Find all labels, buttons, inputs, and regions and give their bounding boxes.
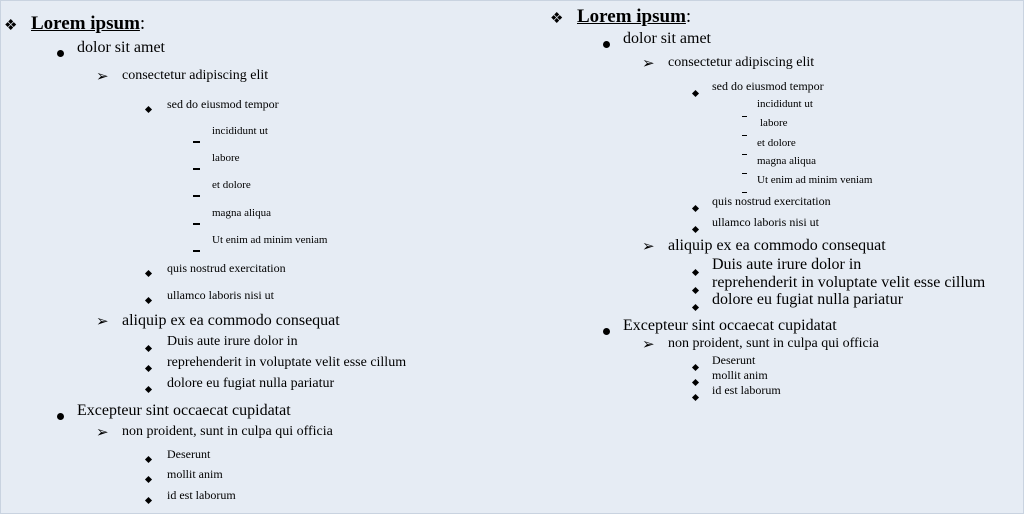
- diamond-bullet-icon: [146, 338, 151, 356]
- outline-item: magna aliqua: [212, 207, 271, 219]
- outline-item: id est laborum: [167, 488, 236, 502]
- outline-item: et dolore: [757, 137, 796, 149]
- heading-title: Lorem ipsum: [577, 6, 686, 27]
- diamond-bullet-icon: [146, 449, 151, 467]
- diamond-bullet-icon: [146, 469, 151, 487]
- dash-bullet-icon: [193, 184, 200, 202]
- dot-bullet-icon: [603, 35, 610, 53]
- heading-row: [31, 14, 145, 33]
- outline-item: magna aliqua: [757, 155, 816, 167]
- outline-item: Duis aute irure dolor in: [712, 256, 862, 273]
- outline-item: non proident, sunt in culpa qui officia: [668, 336, 879, 351]
- outline-item: non proident, sunt in culpa qui officia: [122, 424, 333, 439]
- four-diamond-bullet-icon: ❖: [4, 18, 18, 34]
- diamond-bullet-icon: [146, 490, 151, 508]
- outline-item: Duis aute irure dolor in: [167, 334, 298, 349]
- dash-bullet-icon: [193, 239, 200, 257]
- outline-item: quis nostrud exercitation: [712, 194, 831, 208]
- dot-bullet-icon: [603, 322, 610, 340]
- arrow-bullet-icon: ➢: [642, 56, 655, 72]
- heading-colon: :: [139, 13, 146, 34]
- arrow-bullet-icon: ➢: [96, 314, 109, 330]
- outline-item: dolor sit amet: [623, 30, 711, 47]
- outline-item: id est laborum: [712, 383, 781, 397]
- outline-item: reprehenderit in voluptate velit esse cillum: [712, 274, 986, 291]
- dash-bullet-icon: [742, 142, 747, 160]
- dash-bullet-icon: [742, 104, 747, 122]
- outline-item: Ut enim ad minim veniam: [757, 174, 873, 186]
- heading-row: [577, 7, 691, 26]
- outline-item: sed do eiusmod tempor: [712, 79, 824, 93]
- dash-bullet-icon: [193, 157, 200, 175]
- diamond-bullet-icon: [146, 290, 151, 308]
- arrow-bullet-icon: ➢: [96, 69, 109, 85]
- outline-item: mollit anim: [167, 467, 223, 481]
- diamond-bullet-icon: [146, 263, 151, 281]
- diamond-bullet-icon: [693, 387, 698, 405]
- outline-item: labore: [760, 117, 788, 129]
- outline-item: sed do eiusmod tempor: [167, 97, 279, 111]
- outline-item: Ut enim ad minim veniam: [212, 234, 328, 246]
- four-diamond-bullet-icon: ❖: [550, 11, 564, 27]
- arrow-bullet-icon: ➢: [96, 425, 109, 441]
- diamond-bullet-icon: [693, 280, 698, 298]
- diamond-bullet-icon: [693, 198, 698, 216]
- outline-item: dolore eu fugiat nulla pariatur: [712, 291, 904, 308]
- outline-item: ullamco laboris nisi ut: [712, 215, 819, 229]
- dash-bullet-icon: [193, 212, 200, 230]
- outline-item: consectetur adipiscing elit: [668, 55, 815, 70]
- outline-item: incididunt ut: [757, 98, 813, 110]
- outline-item: labore: [212, 152, 240, 164]
- diamond-bullet-icon: [146, 99, 151, 117]
- outline-item: consectetur adipiscing elit: [122, 68, 269, 83]
- outline-item: dolore eu fugiat nulla pariatur: [167, 376, 335, 391]
- outline-item: dolor sit amet: [77, 39, 165, 56]
- dash-bullet-icon: [742, 161, 747, 179]
- heading-title: Lorem ipsum: [31, 13, 140, 34]
- outline-item: reprehenderit in voluptate velit esse cillum: [167, 355, 407, 370]
- outline-item: et dolore: [212, 179, 251, 191]
- heading-colon: :: [685, 6, 692, 27]
- dot-bullet-icon: [57, 44, 64, 62]
- outline-item: Excepteur sint occaecat cupidatat: [77, 402, 291, 419]
- outline-item: aliquip ex ea commodo consequat: [668, 237, 886, 254]
- outline-item: quis nostrud exercitation: [167, 261, 286, 275]
- dot-bullet-icon: [57, 407, 64, 425]
- diamond-bullet-icon: [146, 379, 151, 397]
- arrow-bullet-icon: ➢: [642, 337, 655, 353]
- outline-item: ullamco laboris nisi ut: [167, 288, 274, 302]
- outline-item: mollit anim: [712, 368, 768, 382]
- dash-bullet-icon: [742, 123, 747, 141]
- diamond-bullet-icon: [693, 219, 698, 237]
- diamond-bullet-icon: [693, 262, 698, 280]
- diamond-bullet-icon: [146, 358, 151, 376]
- outline-item: Deserunt: [712, 353, 756, 367]
- outline-item: aliquip ex ea commodo consequat: [122, 312, 340, 329]
- outline-item: incididunt ut: [212, 125, 268, 137]
- outline-item: Excepteur sint occaecat cupidatat: [623, 317, 837, 334]
- diamond-bullet-icon: [693, 297, 698, 315]
- outline-item: Deserunt: [167, 447, 211, 461]
- diamond-bullet-icon: [693, 83, 698, 101]
- arrow-bullet-icon: ➢: [642, 239, 655, 255]
- dash-bullet-icon: [193, 130, 200, 148]
